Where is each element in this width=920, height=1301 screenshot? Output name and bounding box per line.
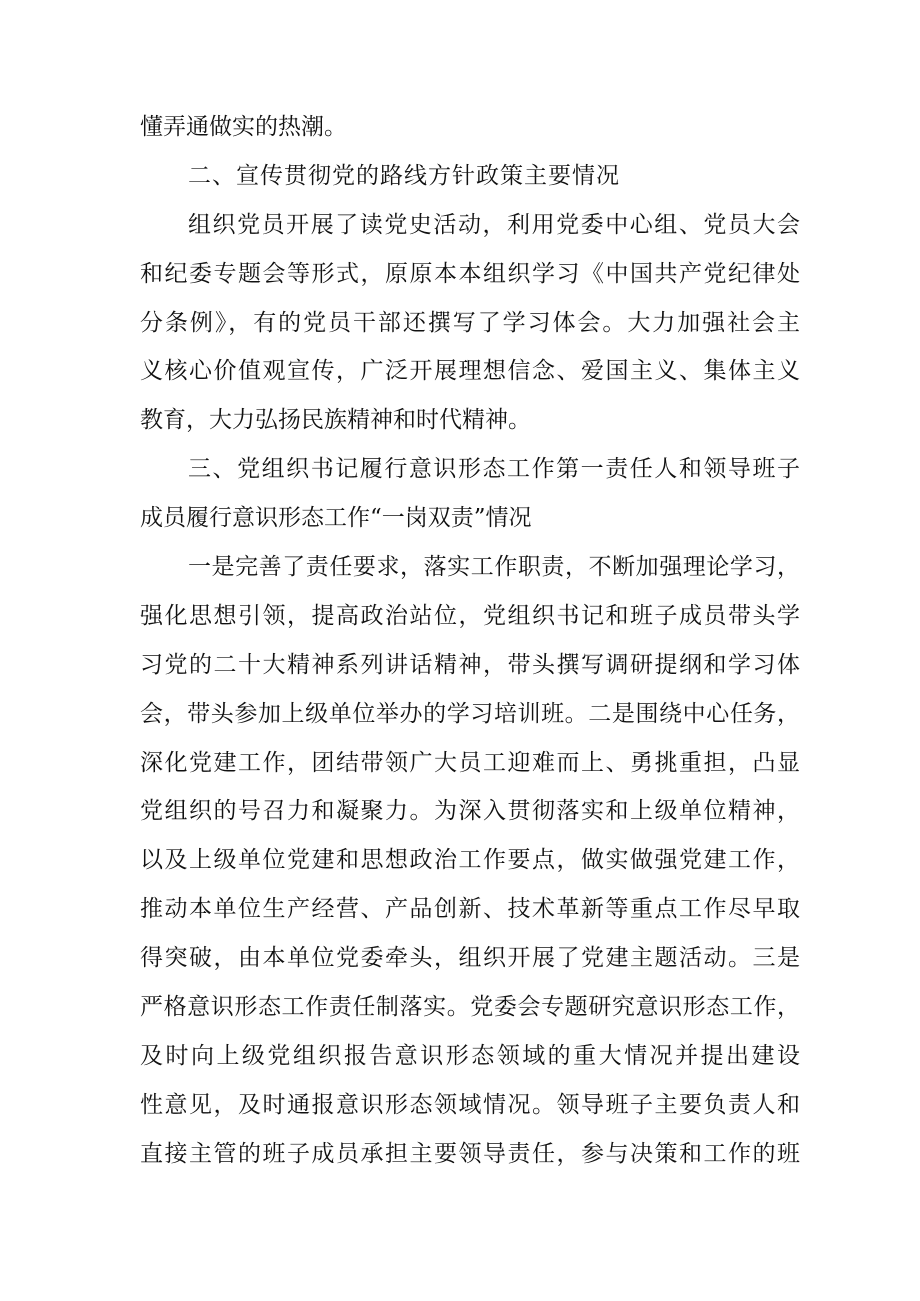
document-body xyxy=(140,103,800,1179)
paragraph-line: 一是完善了责任要求，落实工作职责，不断加强理论学习， xyxy=(188,554,800,581)
paragraph-line: 严格意识形态工作责任制落实。党委会专题研究意识形态工作， xyxy=(140,994,800,1021)
paragraph-line: 义核心价值观宣传，广泛开展理想信念、爱国主义、集体主义 xyxy=(140,358,800,385)
paragraph-line: 深化党建工作，团结带领广大员工迎难而上、勇挑重担，凸显 xyxy=(140,749,800,776)
paragraph-line: 会，带头参加上级单位举办的学习培训班。二是围绕中心任务， xyxy=(140,700,800,727)
paragraph-line: 教育，大力弘扬民族精神和时代精神。 xyxy=(140,407,531,434)
paragraph-line: 分条例》，有的党员干部还撰写了学习体会。大力加强社会主 xyxy=(140,309,800,336)
paragraph-line: 推动本单位生产经营、产品创新、技术革新等重点工作尽早取 xyxy=(140,896,800,923)
paragraph-line: 懂弄通做实的热潮。 xyxy=(140,114,347,140)
paragraph-line: 以及上级单位党建和思想政治工作要点，做实做强党建工作， xyxy=(140,847,800,874)
paragraph-line: 及时向上级党组织报告意识形态领域的重大情况并提出建设 xyxy=(140,1042,800,1069)
section-heading-2: 二、宣传贯彻党的路线方针政策主要情况 xyxy=(188,162,620,189)
paragraph-line: 和纪委专题会等形式，原原本本组织学习《中国共产党纪律处 xyxy=(140,260,800,287)
section-heading-3-continued: 成员履行意识形态工作“一岗双责”情况 xyxy=(140,505,532,532)
paragraph-line: 性意见，及时通报意识形态领域情况。领导班子主要负责人和 xyxy=(140,1091,800,1118)
paragraph-line: 得突破，由本单位党委牵头，组织开展了党建主题活动。三是 xyxy=(140,945,800,972)
section-heading-3: 三、党组织书记履行意识形态工作第一责任人和领导班子 xyxy=(188,456,800,483)
paragraph-line: 直接主管的班子成员承担主要领导责任，参与决策和工作的班 xyxy=(140,1140,800,1167)
paragraph-line: 习党的二十大精神系列讲话精神，带头撰写调研提纲和学习体 xyxy=(140,651,800,678)
paragraph-line: 强化思想引领，提高政治站位，党组织书记和班子成员带头学 xyxy=(140,602,800,629)
paragraph-line: 党组织的号召力和凝聚力。为深入贯彻落实和上级单位精神， xyxy=(140,798,800,825)
paragraph-line: 组织党员开展了读党史活动，利用党委中心组、党员大会 xyxy=(188,211,800,238)
